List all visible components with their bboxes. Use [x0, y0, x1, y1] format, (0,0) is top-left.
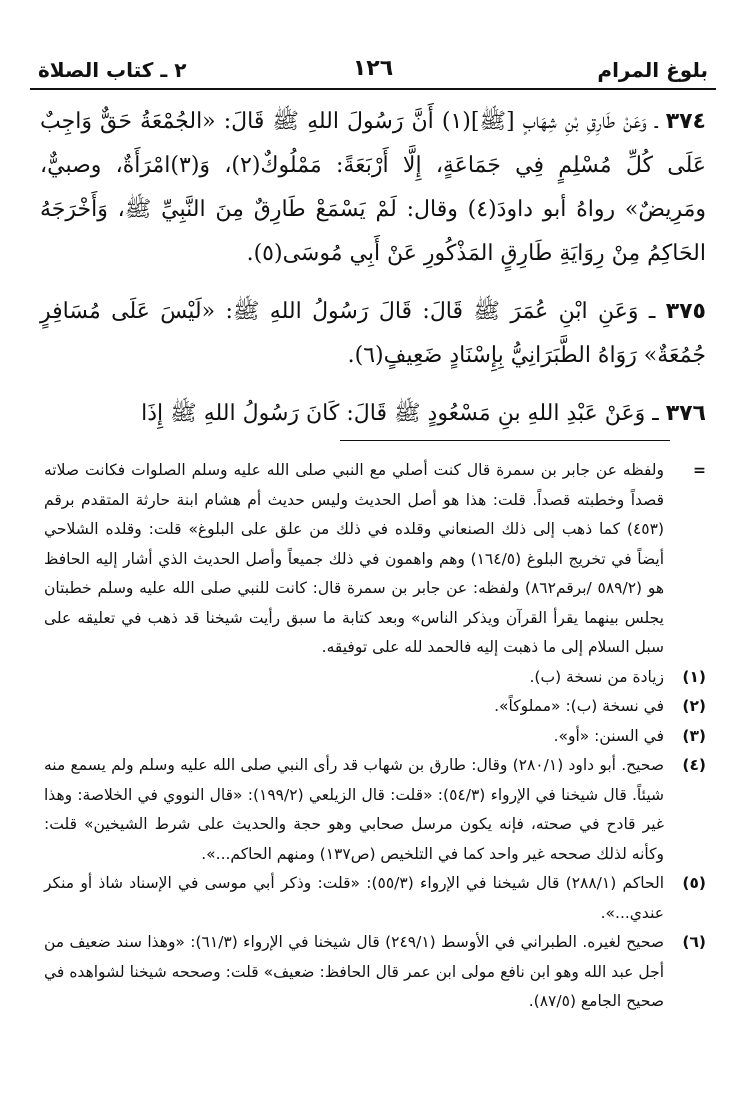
footnote-3	[44, 722, 706, 752]
hadith-number: ٣٧٥	[665, 299, 706, 324]
footnote-4	[44, 751, 706, 869]
header-divider	[30, 88, 716, 90]
hadith-375	[40, 290, 706, 378]
footnotes	[44, 456, 706, 1017]
hadith-number: ٣٧٤	[665, 109, 706, 134]
page-header	[30, 56, 716, 86]
footnote-text: في نسخة (ب): «مملوكاً».	[494, 697, 664, 715]
book-title: بلوغ المرام	[597, 58, 708, 82]
footnote-marker: (٢)	[682, 697, 706, 715]
hadith-374	[40, 100, 706, 276]
footnote-text: صحيح. أبو داود (٢٨٠/١) وقال: طارق بن شهاب قد رأى النبي صلى الله عليه وسلم ولم يسمع منه شيئاً. قال شيخنا في الإرواء (٥٤/٣): «قلت: قال الزيلعي (١٩٩/٢): «قال النووي في الخلاصة: وهذا غير قادح في صحته، فإنه يكون مرسل صحابي وهو حجة والحديث على شرط الشيخين» قلت: وكأنه لذلك صححه غير واحد كما في التلخيص (ص١٣٧) ومنهم الحاكم...».	[44, 756, 664, 863]
footnote-text: الحاكم (٢٨٨/١) قال شيخنا في الإرواء (٥٥/٣): «قلت: وذكر أبي موسى في الإسناد شاذ أو منكر عندي...».	[44, 874, 665, 922]
footnote-marker: (١)	[682, 667, 706, 686]
footnote-marker: =	[693, 461, 706, 479]
hadith-text: ـ وَعَنْ عَبْدِ اللهِ بنِ مَسْعُودٍ ﷺ قَالَ: كَانَ رَسُولُ اللهِ ﷺ إِذَا	[141, 401, 659, 426]
hadith-376	[40, 392, 706, 436]
footnote-2	[44, 692, 706, 722]
hadith-text: ـ وَعَنْ طَارِقِ بْنِ شِهَابٍ [ﷺ](١) أَنَّ رَسُولَ اللهِ ﷺ قَالَ: «الجُمْعَةُ حَقٌّ وَاجِبٌ عَلَى كُلِّ مُسْلِمٍ فِي جَمَاعَةٍ، إِلَّا أَرْبَعَةً: مَمْلُوكٌ(٢)، وَ(٣)امْرَأَةٌ، وصبيٌّ، ومَرِيضٌ» رواهُ أبو داودَ(٤) وقال: لَمْ يَسْمَعْ طَارِقٌ مِنَ النَّبِيِّ ﷺ، وَأَخْرَجَهُ الحَاكِمُ مِنْ رِوَايَةِ طَارِقٍ المَذْكُورِ عَنْ أَبِي مُوسَى(٥).	[40, 109, 706, 266]
page-number: ١٢٦	[352, 56, 394, 81]
hadith-text: ـ وَعَنِ ابْنِ عُمَرَ ﷺ قَالَ: قَالَ رَسُولُ اللهِ ﷺ: «لَيْسَ عَلَى مُسَافِرٍ جُمُعَةٌ» رَوَاهُ الطَّبَرَانِيُّ بِإِسْنَادٍ ضَعِيفٍ(٦).	[40, 299, 706, 368]
footnote-continuation	[44, 456, 706, 663]
footnote-1	[44, 663, 706, 693]
footnote-text: زيادة من نسخة (ب).	[529, 667, 664, 686]
hadith-number: ٣٧٦	[665, 401, 706, 426]
footnote-5	[44, 869, 706, 928]
footnote-marker: (٦)	[682, 933, 706, 951]
footnote-text: صحيح لغيره. الطبراني في الأوسط (٢٤٩/١) قال شيخنا في الإرواء (٦١/٣): «وهذا سند ضعيف من أجل عبد الله وهو ابن نافع مولى ابن عمر قال الحافظ: ضعيف» قلت: وصححه شيخنا لشواهده في صحيح الجامع (٨٧/٥).	[44, 933, 665, 1010]
footnote-text: ولفظه عن جابر بن سمرة قال كنت أصلي مع النبي صلى الله عليه وسلم الصلوات فكانت صلاته قصداً وخطبته قصداً. قلت: هذا هو أصل الحديث وليس حديث أم هشام ابنة حارثة المتقدم برقم (٤٥٣) كما ذهب إلى ذلك الصنعاني وقلده في ذلك من علق على البلوغ» قلت: وقلده الشلاحي أيضاً في تخريج البلوغ (١٦٤/٥) وهم واهمون في ذلك جميعاً وأصل الحديث الذي أشار إليه الحافظ هو (٥٨٩/٢ /برقم٨٦٢) ولفظه: عن جابر بن سمرة قال: كانت للنبي صلى الله عليه وسلم خطبتان يجلس بينهما يقرأ القرآن ويذكر الناس» وبعد كتابة ما سبق رأيت شيخنا قد ذهب في تعليقه على سبل السلام إلى ما ذهبت إليه فالحمد لله على توفيقه.	[44, 461, 665, 656]
footnote-divider	[340, 440, 670, 441]
main-text	[40, 100, 706, 436]
footnote-marker: (٣)	[682, 726, 706, 745]
footnote-6	[44, 928, 706, 1017]
footnote-marker: (٤)	[682, 756, 706, 774]
footnote-text: في السنن: «أو».	[553, 726, 664, 745]
footnote-marker: (٥)	[682, 874, 706, 892]
chapter-title: ٢ ـ كتاب الصلاة	[38, 58, 187, 82]
